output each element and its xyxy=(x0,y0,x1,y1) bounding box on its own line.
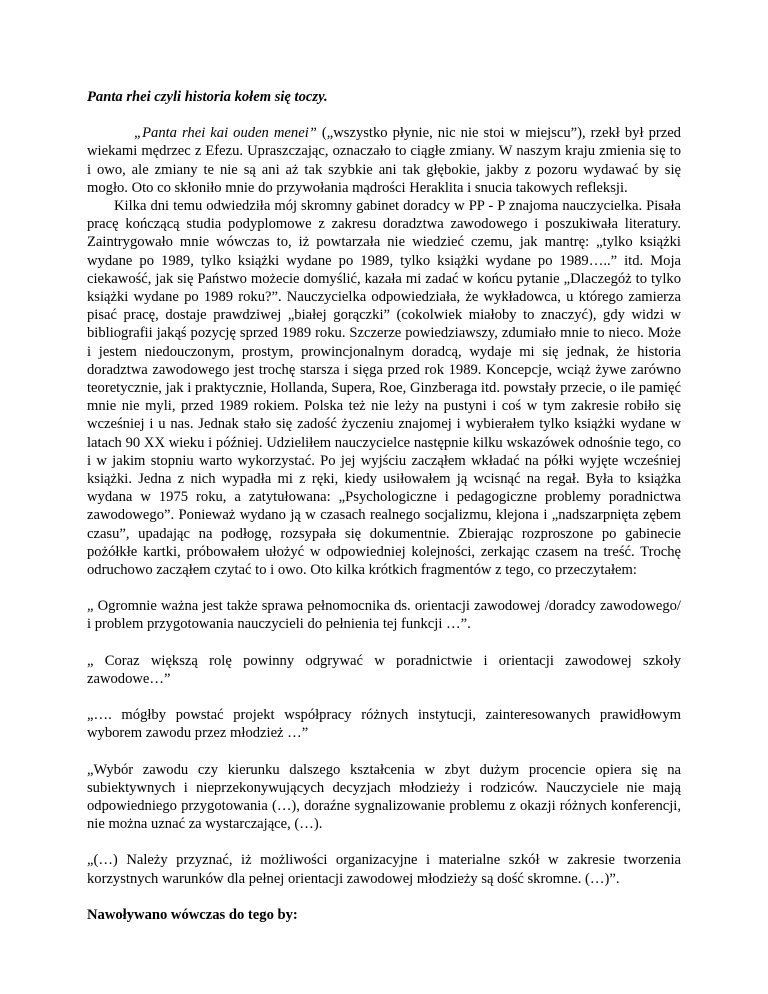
closing-heading: Nawoływano wówczas do tego by: xyxy=(87,906,298,923)
book-quote-5: „(…) Należy przyznać, iż możliwości organizacyjne i materialne szkół w zakresie tworzenia korzystnych warunków dla pełnej orientacji zawodowej młodzieży są dość skromne. (…)”. xyxy=(87,852,681,887)
paragraph-intro-text: („wszystko płynie, nic nie stoi w miejscu”), rzekł był przed wiekami mędrzec z Efezu. Upraszczając, oznaczało to ciągłe zmiany. W naszym kraju zmienia się to i owo, ale zmiany te nie są ani aż tak szybkie ani tak głębokie, jakby z pozoru wydawać by się mogło. Oto co skłoniło mnie do przywołania mądrości Heraklita i snucia takowych refleksji. xyxy=(87,125,681,196)
document-page xyxy=(87,88,681,924)
book-quote-4: „Wybór zawodu czy kierunku dalszego kształcenia w zbyt dużym procencie opiera się na subiektywnych i nieprzekonywujących decyzjach młodzieży i rodziców. Nauczyciele nie mają odpowiedniego przygotowania (…), doraźne sygnalizowanie problemu z okazji różnych konferencji, nie można uznać za wystarczające, (…). xyxy=(87,761,681,833)
book-quote-1: „ Ogromnie ważna jest także sprawa pełnomocnika ds. orientacji zawodowej /doradcy zawodowego/ i problem przygotowania nauczycieli do pełnienia tej funkcji …”. xyxy=(87,598,681,633)
paragraph-intro xyxy=(87,124,681,197)
heraclitus-quote: „Panta rhei kai ouden menei” xyxy=(134,125,317,142)
book-quote-2: „ Coraz większą rolę powinny odgrywać w poradnictwie i orientacji zawodowej szkoły zawodowe…” xyxy=(87,652,681,687)
paragraph-story: Kilka dni temu odwiedziła mój skromny gabinet doradcy w PP - P znajoma nauczycielka. Pisała pracę kończącą studia podyplomowe z zakresu doradztwa zawodowego i poszukiwała literatury. Zaintrygowało mnie wówczas to, iż powtarzała nie wiedzieć czemu, jak mantrę: „tylko książki wydane po 1989, tylko książki wydane po 1989, tylko książki wydane po 1989…..” itd. Moja ciekawość, jak się Państwo możecie domyślić, kazała mi zadać w końcu pytanie „Dlaczegóż to tylko książki wydane po 1989 roku?”. Nauczycielka odpowiedziała, że wykładowca, u którego zamierza pisać pracę, dostaje prawdziwej „białej gorączki” (cokolwiek miałoby to znaczyć), gdy widzi w bibliografii jakąś pozycję sprzed 1989 roku. Szczerze powiedziawszy, zdumiało mnie to nieco. Może i jestem niedouczonym, prostym, prowincjonalnym doradcą, wydaje mi się jednak, że historia doradztwa zawodowego jest trochę starsza i sięga przed rok 1989. Koncepcje, wciąż żywe zarówno teoretycznie, jak i praktycznie, Hollanda, Supera, Roe, Ginzberaga itd. powstały przecie, o ile pamięć mnie nie myli, przed 1989 rokiem. Polska też nie leży na pustyni i coś w tym zakresie robiło się wcześniej i u nas. Jednak stało się zadość życzeniu znajomej i wybierałem tylko książki wydane w latach 90 XX wieku i później. Udzieliłem nauczycielce następnie kilku wskazówek odnośnie tego, co i w jakim stopniu warto wykorzystać. Po jej wyjściu zacząłem wkładać na półki wyjęte wcześniej książki. Jedna z nich wypadła mi z ręki, kiedy usiłowałem ją wcisnąć na regał. Była to książka wydana w 1975 roku, a zatytułowana: „Psychologiczne i pedagogiczne problemy poradnictwa zawodowego”. Ponieważ wydano ją w czasach realnego socjalizmu, klejona i „nadszarpnięta zębem czasu”, upadając na podłogę, rozsypała się dokumentnie. Zbierając rozproszone po gabinecie pożółkłe kartki, próbowałem ułożyć w odpowiedniej kolejności, zerkając czasem na treść. Trochę odruchowo zacząłem czytać to i owo. Oto kilka krótkich fragmentów z tego, co przeczytałem: xyxy=(87,198,681,579)
book-quote-3: „…. mógłby powstać projekt współpracy różnych instytucji, zainteresowanych prawidłowym wyborem zawodu przez młodzież …” xyxy=(87,707,681,742)
document-title: Panta rhei czyli historia kołem się toczy. xyxy=(87,89,328,105)
